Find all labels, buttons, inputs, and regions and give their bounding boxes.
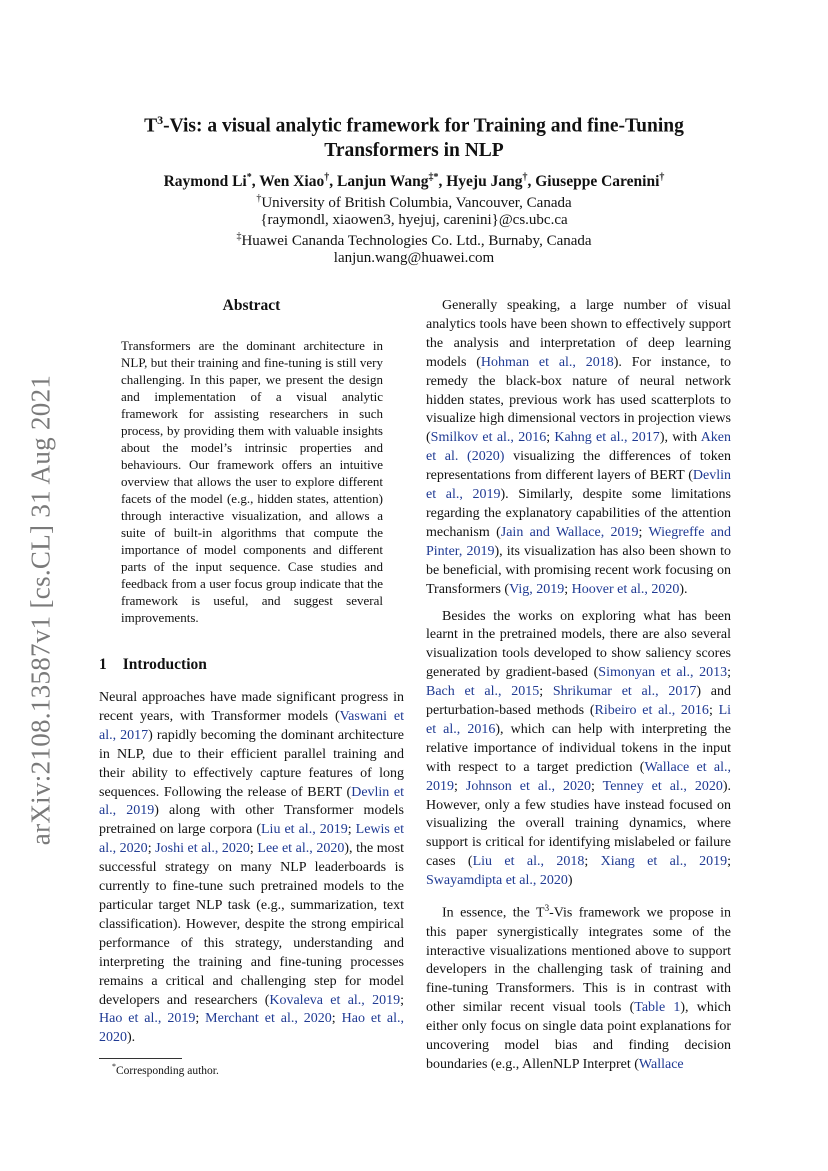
author-mark: † [659, 172, 665, 183]
citation-link[interactable]: Wiegreffe and Pinter, 2019 [426, 524, 731, 559]
section-heading [99, 656, 207, 674]
author-name: Wen Xiao [259, 173, 325, 191]
citation-link[interactable]: Liu et al., 2018 [472, 854, 585, 870]
title-superscript: 3 [157, 113, 164, 127]
citation-link[interactable]: Johnson et al., 2020 [465, 778, 591, 794]
author-mark: ‡* [428, 172, 439, 183]
affiliation-mark: † [256, 193, 262, 204]
citation-link[interactable]: Wallace et al., 2019 [426, 759, 732, 794]
abstract-text: Transformers are the dominant architecture in NLP, but their training and fine-tuning is still very challenging. In this paper, we present the design and implementation of a visual analytic framework for assisting researchers in such process, by providing them with valuable insights about the model’s intrinsic properties and behaviours. Our framework offers an intuitive overview that allows the user to explore different facets of the model (e.g., hidden states, attention) through interactive visualization, and allows a suite of built-in algorithms that compute the importance of model components and different parts of the input sequence. Case studies and feedback from a user focus group indicate that the framework is useful, and suggest several improvements. [121, 338, 383, 625]
intro-paragraph: Neural approaches have made significant progress in recent years, with Transformer models (Vaswani et al., 2017) rapidly becoming the dominant architecture in NLP, due to their efficient parallel training and their ability to effectively capture features of long sequences. Following the release of BERT (Devlin et al., 2019) along with other Transformer models pretrained on large corpora (Liu et al., 2019; Lewis et al., 2020; Joshi et al., 2020; Lee et al., 2020), the most successful strategy on many NLP leaderboards is currently to fine-tune such pretrained models to the particular target NLP task (e.g., summarization, text classification). However, despite the strong empirical performance of this strategy, understanding and interpreting the training and fine-tuning processes remains a critical and challenging step for model developers and researchers (Kovaleva et al., 2019; Hao et al., 2019; Merchant et al., 2020; Hao et al., 2020). [99, 690, 405, 1046]
citation-link[interactable]: Swayamdipta et al., 2020 [426, 873, 568, 889]
footnote-text: Corresponding author. [116, 1064, 219, 1077]
arxiv-identifier-text: arXiv:2108.13587v1 [cs.CL] 31 Aug 2021 [25, 374, 56, 846]
citation-link[interactable]: Smilkov et al., 2016 [430, 430, 547, 446]
author-mark: † [324, 172, 330, 183]
author-list: Raymond Li*, Wen Xiao†, Lanjun Wang‡*, Hyeju Jang†, Giuseppe Carenini† [163, 172, 665, 191]
email-2: lanjun.wang@huawei.com [333, 250, 495, 266]
affiliation-mark: ‡ [236, 231, 242, 242]
citation-link[interactable]: Hoover et al., 2020 [571, 581, 680, 597]
affiliation-text: University of British Columbia, Vancouver, Canada [261, 195, 572, 211]
section-number: 1 [99, 656, 107, 673]
citation-link[interactable]: Wallace [638, 1057, 684, 1072]
citation-link[interactable]: Devlin et al., 2019 [99, 784, 404, 819]
title-line2: Transformers in NLP [324, 139, 504, 161]
author-mark: † [522, 172, 528, 183]
title-prefix: T [144, 115, 158, 137]
arxiv-identifier [18, 360, 64, 860]
citation-link[interactable]: Kahng et al., 2017 [554, 430, 660, 446]
citation-link[interactable]: Tenney et al., 2020 [602, 778, 723, 794]
body-paragraph: In essence, the $T^3$-Vis framework we propose in this paper synergistically integrates some of the interactive visualizations mentioned above to support developers in the challenging task of training and fine-tuning Transformers. This is in contrast with other similar recent visual tools (Table 1), which either only focus on single data point explanations for uncovering model bias and finding decision boundaries (e.g., AllenNLP Interpret (Wallace [426, 903, 731, 1072]
author-name: Hyeju Jang [446, 173, 523, 191]
citation-link[interactable]: Vaswani et al., 2017 [99, 708, 404, 743]
citation-link[interactable]: Jain and Wallace, 2019 [500, 524, 639, 540]
citation-link[interactable]: Joshi et al., 2020 [155, 841, 250, 857]
citation-link[interactable]: Simonyan et al., 2013 [598, 665, 728, 681]
citation-link[interactable]: Kovaleva et al., 2019 [269, 992, 401, 1008]
citation-link[interactable]: Ribeiro et al., 2016 [594, 703, 709, 719]
citation-link[interactable]: Lee et al., 2020 [257, 841, 345, 857]
introduction-body [99, 689, 404, 1048]
citation-link[interactable]: Hao et al., 2020 [99, 1011, 405, 1046]
citation-link[interactable]: Aken et al. (2020) [426, 430, 732, 465]
citation-link[interactable]: Lewis et al., 2020 [99, 822, 404, 857]
author-mark: * [246, 172, 252, 183]
title-line1: -Vis: a visual analytic framework for Training and fine-Tuning [163, 115, 684, 137]
table-reference-link[interactable]: Table 1 [634, 1000, 681, 1016]
citation-link[interactable]: Bach et al., 2015 [426, 684, 540, 700]
abstract-body [121, 337, 383, 626]
citation-link[interactable]: Vig, 2019 [509, 581, 565, 597]
citation-link[interactable]: Li et al., 2016 [426, 703, 732, 737]
author-name: Giuseppe Carenini [535, 173, 660, 191]
right-column-body [426, 297, 731, 1083]
citation-link[interactable]: Devlin et al., 2019 [426, 468, 731, 503]
author-name: Lanjun Wang [337, 173, 429, 191]
paper-title [60, 108, 768, 163]
abstract-heading: Abstract [222, 297, 281, 314]
body-paragraph: Generally speaking, a large number of visual analytics tools have been shown to effectively support the analysis and interpretation of deep learning models (Hohman et al., 2018). For instance, to remedy the black-box nature of neural network hidden states, previous work has used scatterplots to visualize high dimensional vectors in projection views (Smilkov et al., 2016; Kahng et al., 2017), with Aken et al. (2020) visualizing the differences of token representations from different layers of BERT (Devlin et al., 2019). Similarly, despite some limitations regarding the explanatory capabilities of the attention mechanism (Jain and Wallace, 2019; Wiegreffe and Pinter, 2019), its visualization has also been shown to be beneficial, with promising recent work focusing on Transformers (Vig, 2019; Hoover et al., 2020). [426, 298, 732, 597]
citation-link[interactable]: Hao et al., 2019 [99, 1011, 196, 1027]
citation-link[interactable]: Shrikumar et al., 2017 [552, 684, 697, 700]
section-title: Introduction [122, 656, 207, 673]
body-paragraph: Besides the works on exploring what has been learnt in the pretrained models, there are also several visualization tools developed to show saliency scores generated by gradient-based (Simonyan et al., 2013; Bach et al., 2015; Shrikumar et al., 2017) and perturbation-based methods (Ribeiro et al., 2016; Li et al., 2016), which can help with interpreting the relative importance of individual tokens in the input with respect to a target prediction (Wallace et al., 2019; Johnson et al., 2020; Tenney et al., 2020). However, only a few studies have instead focused on visualizing the overall training dynamics, where support is critical for identifying mislabeled or failure cases (Liu et al., 2018; Xiang et al., 2019; Swayamdipta et al., 2020) [426, 608, 732, 889]
emails-1: {raymondl, xiaowen3, hyejuj, carenini}@cs.ubc.ca [260, 212, 568, 228]
citation-link[interactable]: Liu et al., 2019 [261, 822, 348, 838]
affiliation-1 [60, 193, 768, 212]
author-name: Raymond Li [163, 173, 247, 191]
citation-link[interactable]: Xiang et al., 2019 [600, 854, 728, 870]
affiliation-text: Huawei Cananda Technologies Co. Ltd., Burnaby, Canada [241, 233, 592, 249]
footnote-rule [99, 1058, 182, 1059]
footnote [112, 1062, 219, 1077]
footnote-mark: * [112, 1062, 116, 1071]
affiliation-2 [60, 231, 768, 250]
citation-link[interactable]: Merchant et al., 2020 [205, 1011, 332, 1027]
citation-link[interactable]: Hohman et al., 2018 [480, 354, 614, 370]
